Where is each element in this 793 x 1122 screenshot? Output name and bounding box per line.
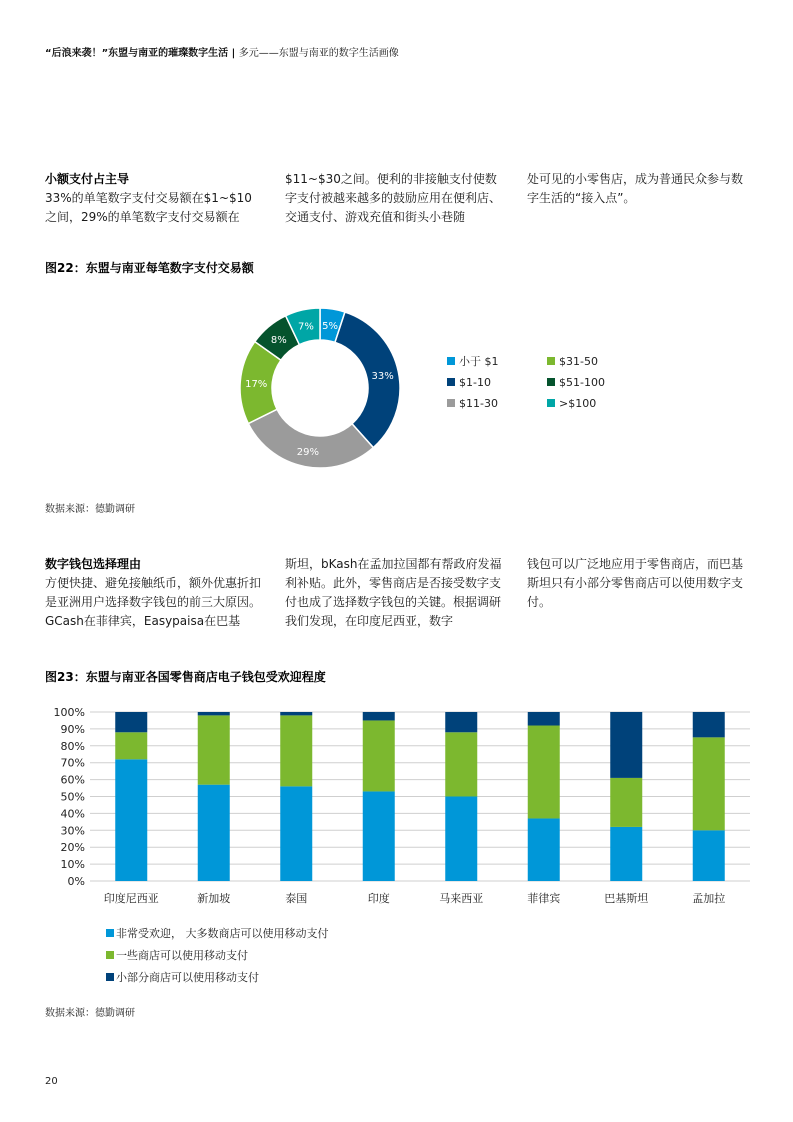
- bar-segment-7-2: [693, 712, 725, 737]
- bar-legend-label-1: 一些商店可以使用移动支付: [116, 949, 248, 962]
- donut-slice-label-3: 17%: [245, 378, 268, 390]
- bar-legend-item-0: [106, 925, 329, 941]
- page-number: 20: [45, 1076, 58, 1087]
- section1-column-1: [45, 170, 263, 227]
- donut-legend-swatch-0: [447, 357, 455, 365]
- section2-column-3: 钱包可以广泛地应用于零售商店，而巴基斯坦只有小部分零售商店可以使用数字支付。: [527, 557, 744, 609]
- bar-segment-3-1: [363, 720, 395, 791]
- bar-legend-item-2: [106, 969, 259, 985]
- y-tick-label: 40%: [60, 807, 85, 821]
- donut-slice-label-1: 33%: [371, 370, 394, 382]
- bar-segment-4-1: [445, 732, 477, 796]
- bar-segment-6-2: [610, 712, 642, 778]
- y-tick-label: 90%: [60, 722, 85, 736]
- bar-segment-4-0: [445, 797, 477, 882]
- section1-column-3: 处可见的小零售店，成为普通民众参与数字生活的“接入点”。: [527, 172, 744, 205]
- x-tick-label-1: 新加坡: [197, 892, 231, 905]
- bar-legend-swatch-0: [106, 929, 114, 937]
- y-tick-label: 70%: [60, 756, 85, 770]
- section1-column-2: $11~$30之间。便利的非接触支付使数字支付被越来越多的鼓励应用在便利店、交通支付、游戏充值和街头小巷随: [285, 172, 502, 224]
- x-tick-label-5: 菲律宾: [527, 892, 561, 905]
- bar-segment-5-1: [528, 726, 560, 819]
- y-tick-label: 80%: [60, 739, 85, 753]
- x-tick-label-3: 印度: [367, 892, 390, 905]
- donut-legend-label-2: $11-30: [459, 397, 498, 410]
- donut-legend-label-3: $31-50: [559, 355, 598, 368]
- donut-slice-label-2: 29%: [296, 446, 320, 458]
- bar-segment-3-0: [363, 791, 395, 881]
- y-tick-label: 30%: [60, 824, 85, 838]
- donut-legend-swatch-4: [547, 378, 555, 386]
- header-subtitle: 多元——东盟与南亚的数字生活画像: [238, 48, 399, 59]
- x-tick-label-6: 巴基斯坦: [604, 892, 649, 905]
- fig22-title: 图22：东盟与南亚每笔数字支付交易额: [45, 261, 254, 275]
- donut-legend-swatch-3: [547, 357, 555, 365]
- fig22-source: 数据来源：德勤调研: [45, 504, 135, 515]
- bar-legend-swatch-1: [106, 951, 114, 959]
- bar-segment-0-2: [115, 712, 147, 732]
- header-separator: |: [228, 48, 239, 59]
- x-tick-label-7: 孟加拉: [692, 892, 726, 905]
- bar-segment-4-2: [445, 712, 477, 732]
- bar-segment-3-2: [363, 712, 395, 720]
- bar-segment-5-2: [528, 712, 560, 726]
- header-title: “后浪来袭！”东盟与南亚的璀璨数字生活: [45, 48, 229, 59]
- donut-chart: [0, 290, 793, 490]
- bar-segment-2-1: [280, 715, 312, 786]
- bar-segment-6-1: [610, 778, 642, 827]
- bar-segment-7-0: [693, 830, 725, 881]
- bar-segment-0-0: [115, 759, 147, 881]
- running-header: [45, 44, 399, 59]
- donut-legend-swatch-2: [447, 399, 455, 407]
- y-tick-label: 0%: [67, 875, 85, 888]
- x-tick-label-0: 印度尼西亚: [103, 892, 159, 905]
- fig23-source: 数据来源：德勤调研: [45, 1008, 135, 1019]
- y-tick-label: 20%: [60, 841, 85, 855]
- bar-segment-1-0: [198, 785, 230, 881]
- donut-legend-label-4: $51-100: [559, 376, 605, 389]
- donut-slice-label-0: 5%: [322, 320, 339, 332]
- donut-slice-label-4: 8%: [270, 334, 287, 346]
- donut-legend-swatch-5: [547, 399, 555, 407]
- donut-legend-label-5: >$100: [559, 397, 597, 410]
- stacked-bar-chart: [0, 700, 793, 915]
- y-tick-label: 60%: [60, 773, 85, 787]
- y-tick-label: 10%: [60, 858, 85, 872]
- y-tick-label: 100%: [53, 706, 85, 719]
- bar-segment-6-0: [610, 827, 642, 881]
- section1-col1-text: 33%的单笔数字支付交易额在$1~$10之间，29%的单笔数字支付交易额在: [45, 191, 252, 224]
- fig23-title: 图23：东盟与南亚各国零售商店电子钱包受欢迎程度: [45, 670, 326, 684]
- donut-legend-label-1: $1-10: [459, 376, 491, 389]
- donut-slice-label-5: 7%: [297, 321, 314, 333]
- bar-segment-1-2: [198, 712, 230, 715]
- section1-heading: 小额支付占主导: [45, 172, 130, 186]
- bar-legend-swatch-2: [106, 973, 114, 981]
- section2-heading: 数字钱包选择理由: [45, 557, 142, 571]
- bar-segment-0-1: [115, 732, 147, 759]
- section2-column-2: 斯坦，bKash在孟加拉国都有帮政府发福利补贴。此外，零售商店是否接受数字支付也成了选择数字钱包的关键。根据调研我们发现，在印度尼西亚，数字: [285, 557, 502, 628]
- section2-column-1: [45, 555, 267, 631]
- y-tick-label: 50%: [60, 790, 85, 804]
- donut-legend-label-0: 小于 $1: [459, 355, 499, 368]
- x-tick-label-2: 泰国: [285, 892, 308, 905]
- bar-legend-item-1: [106, 947, 248, 963]
- bar-segment-2-0: [280, 786, 312, 881]
- section2-col1-text: 方便快捷、避免接触纸币，额外优惠折扣是亚洲用户选择数字钱包的前三大原因。GCash在菲律宾，Easypaisa在巴基: [45, 576, 262, 628]
- bar-segment-7-1: [693, 737, 725, 830]
- donut-legend-swatch-1: [447, 378, 455, 386]
- donut-slice-2: [248, 409, 373, 468]
- bar-segment-1-1: [198, 715, 230, 784]
- bar-legend-label-2: 小部分商店可以使用移动支付: [116, 971, 259, 984]
- bar-segment-2-2: [280, 712, 312, 715]
- bar-legend-label-0: 非常受欢迎， 大多数商店可以使用移动支付: [116, 927, 329, 940]
- bar-segment-5-0: [528, 818, 560, 881]
- x-tick-label-4: 马来西亚: [439, 892, 484, 905]
